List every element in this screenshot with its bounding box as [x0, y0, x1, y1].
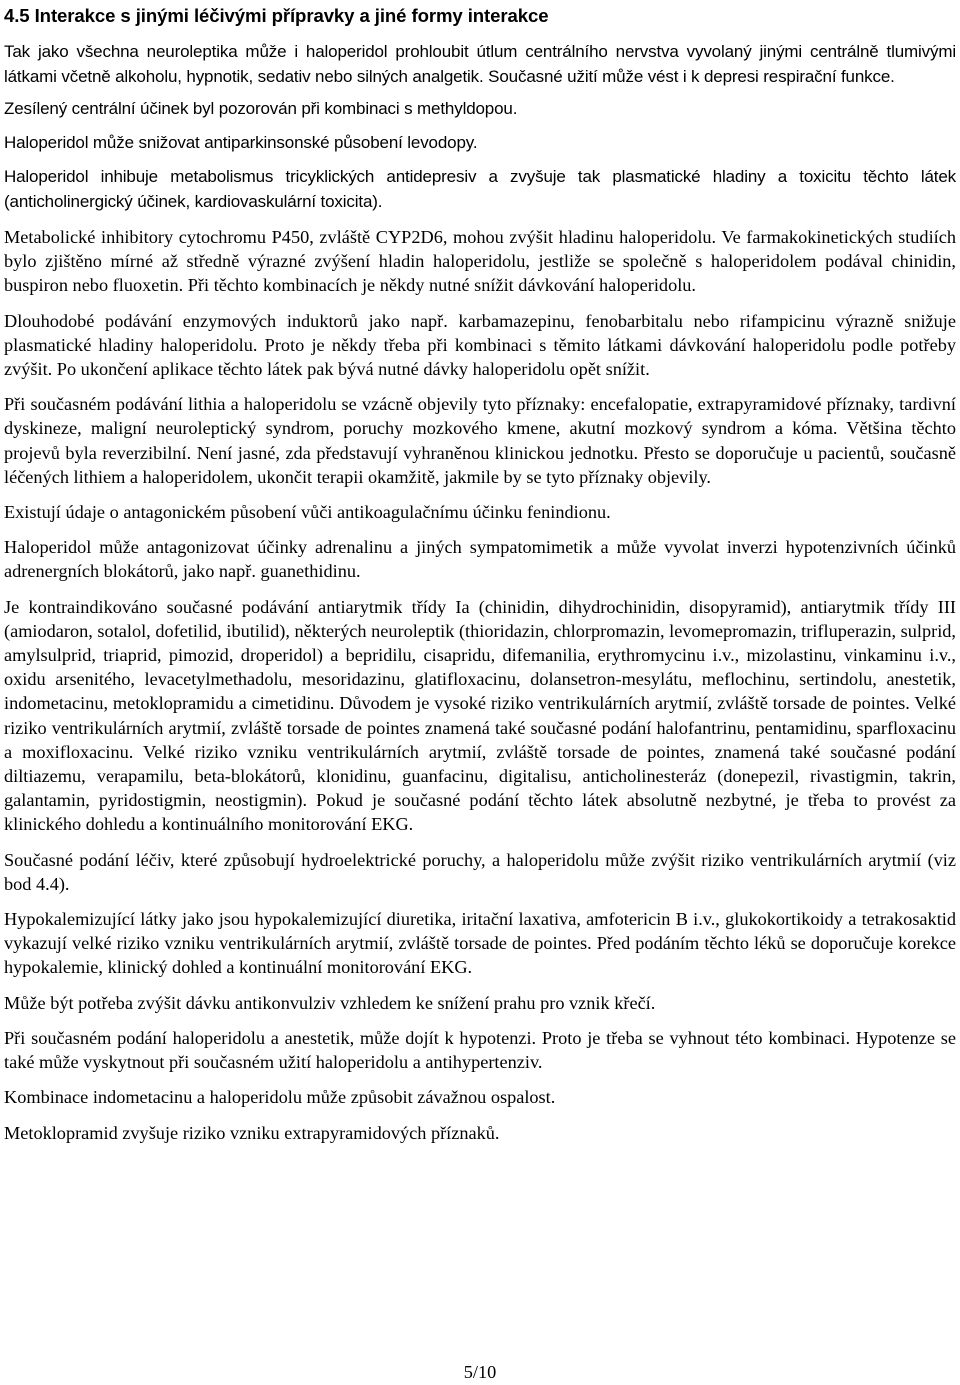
paragraph-metoclopramide: Metoklopramid zvyšuje riziko vzniku extrapyramidových příznaků.: [4, 1122, 500, 1143]
section-heading: 4.5 Interakce s jinými léčivými přípravky a jiné formy interakce: [4, 5, 549, 26]
page-number: 5/10: [463, 1362, 497, 1382]
paragraph-hypokalemia: Hypokalemizující látky jako jsou hypokalemizující diuretika, iritační laxativa, amfotericin B i.v., glukokortikoidy a tetrakosaktid vykazují velké riziko vzniku ventrikulárních arytmií, zvláště torsade de pointes. Před podáním těchto léků se doporučuje korekce hypokalemie, klinický dohled a kontinuální monitorování EKG.: [4, 909, 956, 978]
paragraph-enzyme-inducers: Dlouhodobé podávání enzymových induktorů jako např. karbamazepinu, fenobarbitalu nebo rifampicinu výrazně snižuje plasmatické hladiny haloperidolu. Proto je někdy třeba při kombinaci s těmito látkami dávkování haloperidolu podle potřeby zvýšit. Po ukončení aplikace těchto látek pak bývá nutné dávky haloperidolu opět snížit.: [4, 310, 956, 380]
paragraph-cyp450-inhibitors: Metabolické inhibitory cytochromu P450, zvláště CYP2D6, mohou zvýšit hladinu haloperidolu. Ve farmakokinetických studiích bylo zjištěno mírné až středně výrazné zvýšení hladin haloperidolu, jestliže se společně s haloperidolem podával chinidin, buspiron nebo fluoxetin. Při těchto kombinacích je někdy nutné snížit dávkování haloperidolu.: [4, 227, 956, 296]
paragraph-anesthetics: Při současném podání haloperidolu a anestetik, může dojít k hypotenzi. Proto je třeba se vyhnout této kombinaci. Hypotenze se také může vyskytnout při současném užití haloperidolu a antihypertenziv.: [4, 1027, 956, 1073]
paragraph-methyldopa: Zesílený centrální účinek byl pozorován při kombinaci s methyldopou.: [4, 99, 518, 118]
paragraph-tricyclic-antidepressants: Haloperidol inhibuje metabolismus tricyklických antidepresiv a zvyšuje tak plasmatické hladiny a toxicitu těchto látek (anticholinergický účinek, kardiovaskulární toxicita).: [4, 167, 956, 211]
paragraph-adrenaline: Haloperidol může antagonizovat účinky adrenalinu a jiných sympatomimetik a může vyvolat inverzi hypotenzivních účinků adrenergních blokátorů, jako např. guanethidinu.: [4, 537, 956, 582]
paragraph-levodopa: Haloperidol může snižovat antiparkinsonské působení levodopy.: [4, 133, 478, 152]
paragraph-antiarrhythmics: Je kontraindikováno současné podávání antiarytmik třídy Ia (chinidin, dihydrochinidin, disopyramid), antiarytmik třídy III (amiodaron, sotalol, dofetilid, ibutilid), některých neuroleptik (thioridazin, chlorpromazin, levomepromazin, trifluperazin, sulprid, amylsulprid, triaprid, pimozid, droperidol) a bepridilu, cisapridu, difemanilia, erythromycinu i.v., mizolastinu, vinkaminu i.v., oxidu arsenitého, levacetylmethadolu, mesoridazinu, glatifloxacinu, dolansetron-mesylátu, meflochinu, sertindolu, anestetik, indometacinu, metoklopramidu a cimetidinu. Důvodem je vysoké riziko ventrikulárních arytmií, zvláště torsade de pointes. Velké riziko ventrikulárních arytmií, zvláště torsade de pointes znamená také současné podání halofantrinu, pentamidinu, sparfloxacinu a moxifloxacinu. Velké riziko vzniku ventrikulárních arytmií, zvláště torsade de pointes, znamená také současné podání diltiazemu, verapamilu, beta-blokátorů, klonidinu, guanfacinu, digitalisu, anticholinesteráz (donepezil, rivastigmin, takrin, galantamin, pyridostigmin, neostigmin). Pokud je současné podání těchto látek absolutně nezbytné, je třeba to provést za klinického dohledu a kontinuálního monitorování EKG.: [4, 596, 956, 835]
paragraph-anticonvulsants: Může být potřeba zvýšit dávku antikonvulziv vzhledem ke snížení prahu pro vznik křečí.: [4, 992, 656, 1013]
paragraph-electrolyte-disorders: Současné podání léčiv, které způsobují hydroelektrické poruchy, a haloperidolu může zvýšit riziko ventrikulárních arytmií (viz bod 4.4).: [4, 849, 956, 894]
document-page: [4, 0, 956, 1145]
paragraph-cns-depression: Tak jako všechna neuroleptika může i haloperidol prohloubit útlum centrálního nervstva vyvolaný jinými centrálně tlumivými látkami včetně alkoholu, hypnotik, sedativ nebo silných analgetik. Současné užití může vést i k depresi respirační funkce.: [4, 42, 956, 86]
paragraph-lithium: Při současném podávání lithia a haloperidolu se vzácně objevily tyto příznaky: encefalopatie, extrapyramidové příznaky, tardivní dyskineze, maligní neuroleptický syndrom, poruchy mozkového kmene, akutní mozkový syndrom a kóma. Většina těchto projevů byla reverzibilní. Není jasné, zda představují vyhraněnou klinickou jednotku. Přesto se doporučuje u pacientů, současně léčených lithiem a haloperidolem, ukončit terapii okamžitě, jakmile by se tyto příznaky objevily.: [4, 394, 956, 487]
paragraph-indomethacin: Kombinace indometacinu a haloperidolu může způsobit závažnou ospalost.: [4, 1087, 556, 1108]
paragraph-phenindione: Existují údaje o antagonickém působení vůči antikoagulačnímu účinku fenindionu.: [4, 502, 611, 523]
